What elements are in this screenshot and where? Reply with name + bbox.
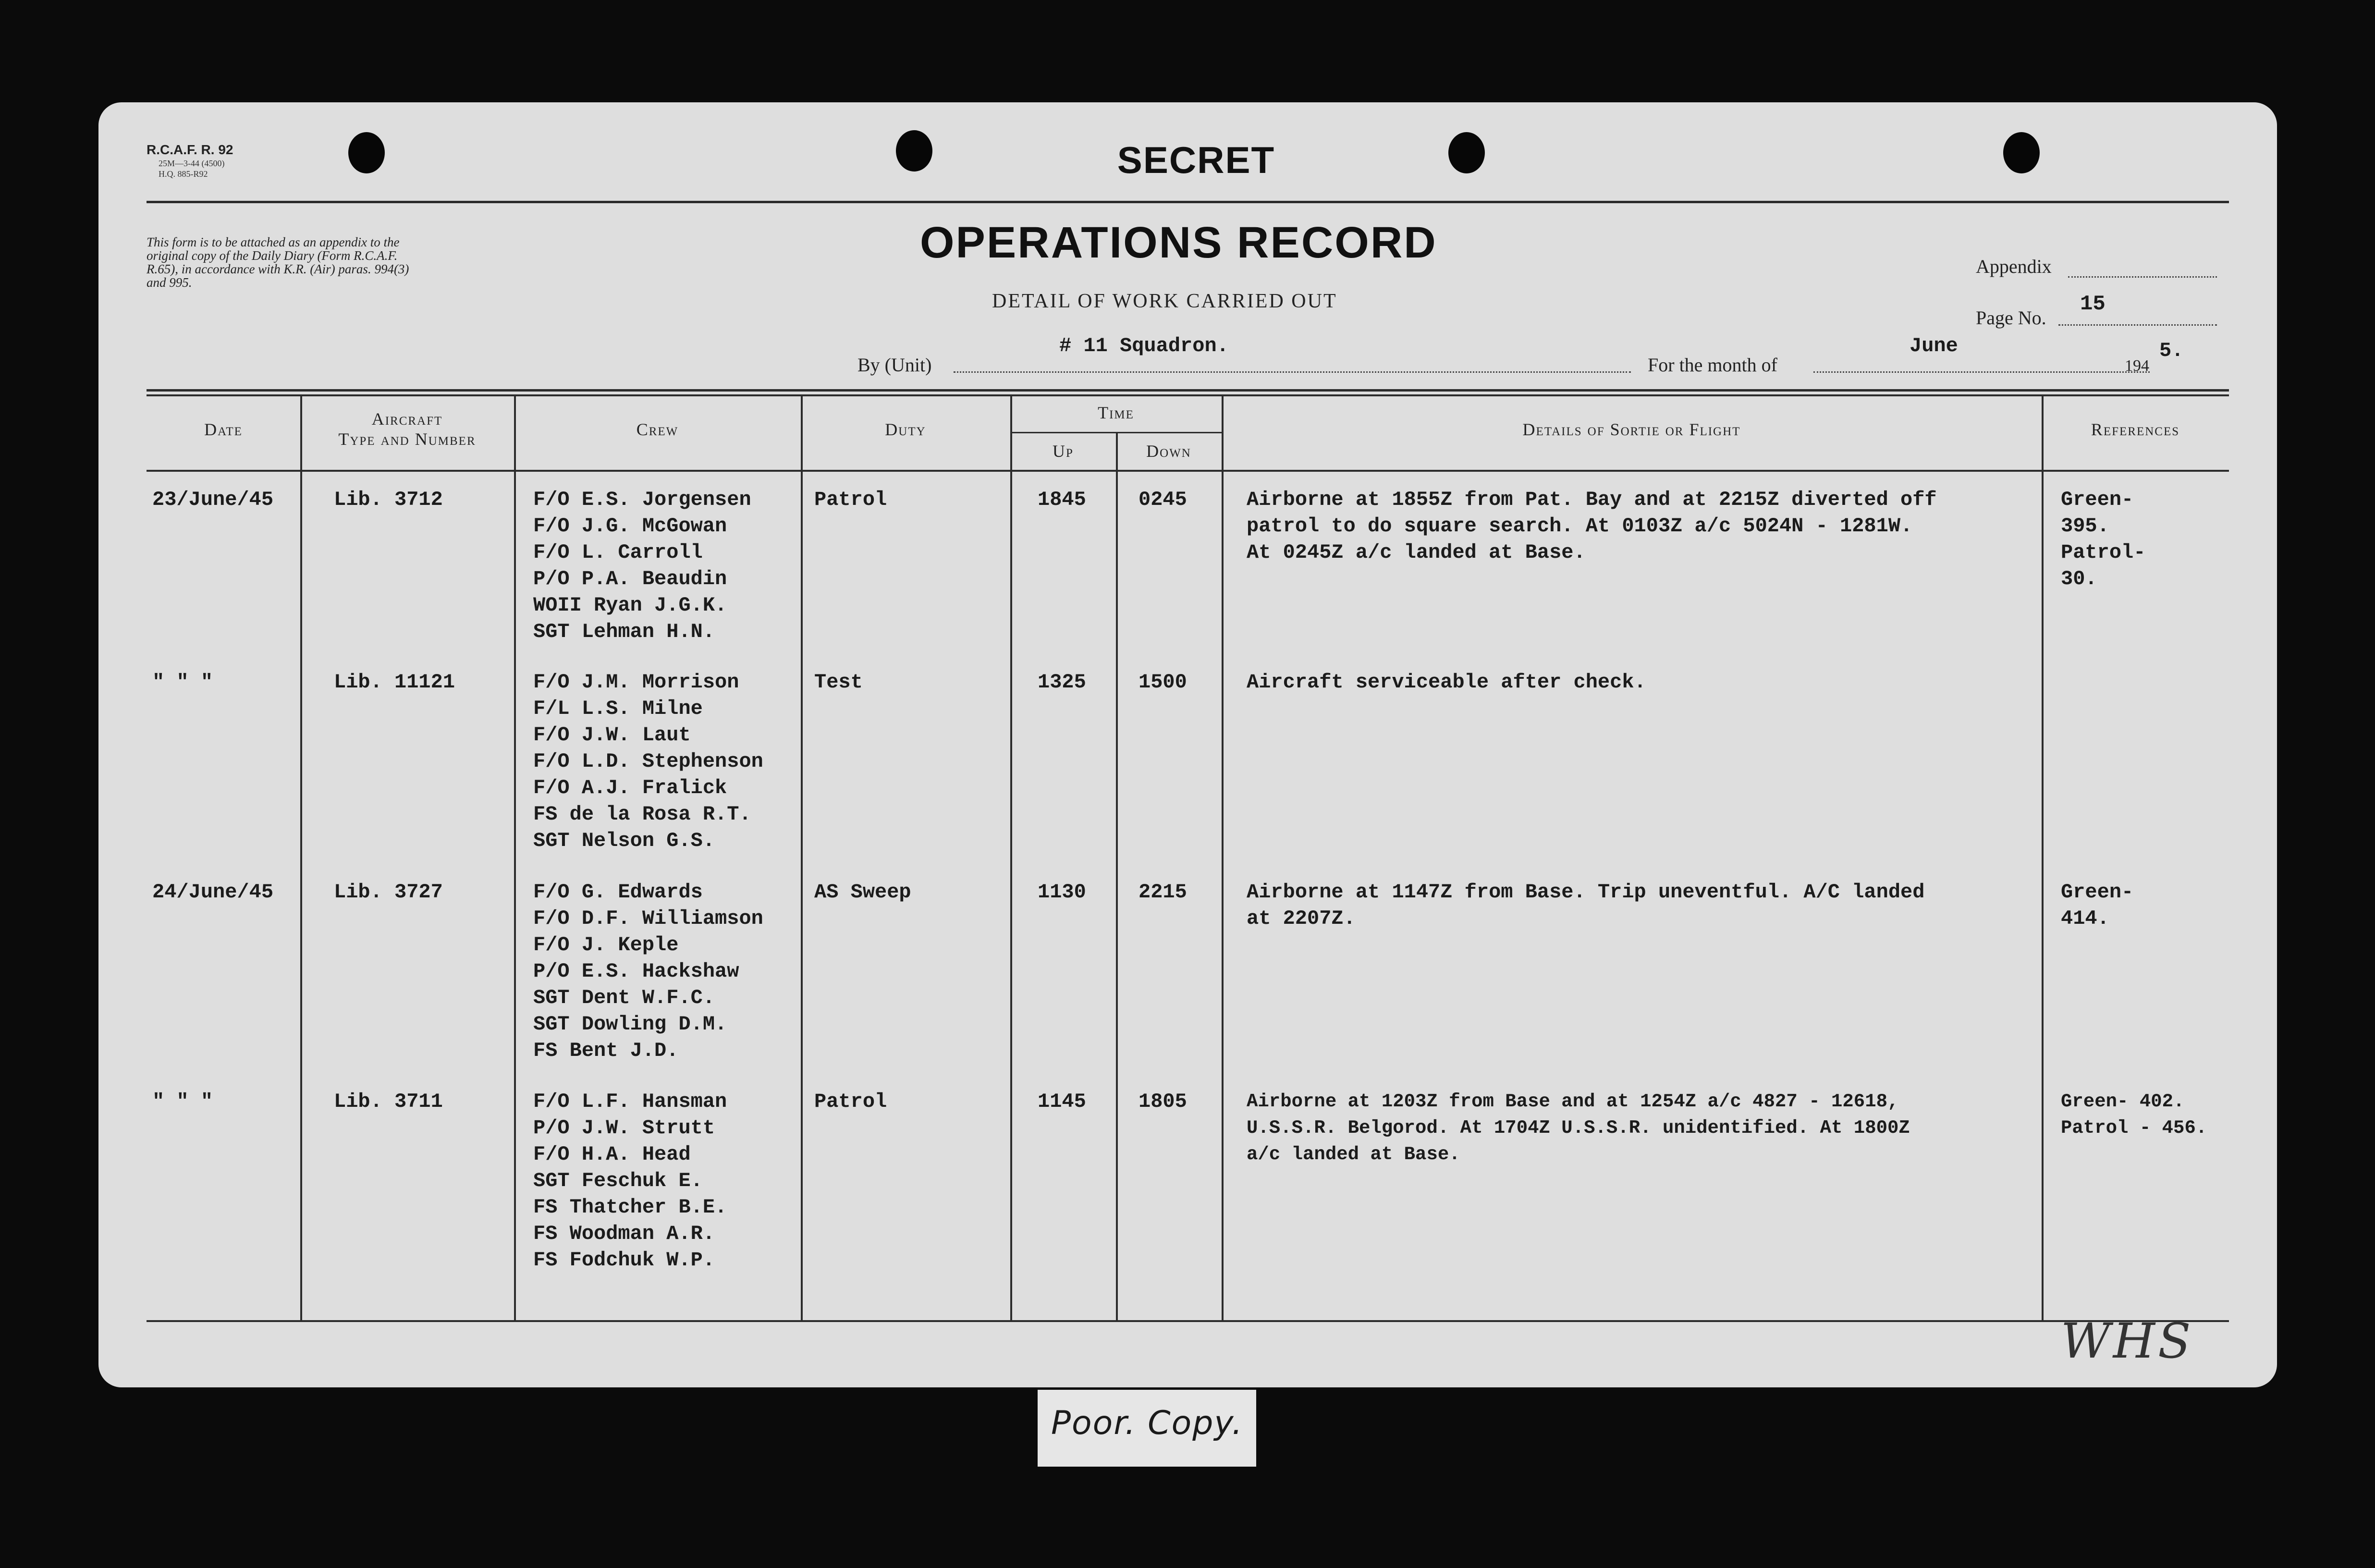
entry-aircraft: Lib. 11121 [334,671,455,694]
col-divider [801,394,803,1320]
entry-aircraft: Lib. 3712 [334,488,443,511]
form-instruction-note: This form is to be attached as an appendix to the original copy of the Daily Diary (Form R.C.A.F. R.65), in accordance with K.R. (Air) paras. 994(3) and 995. [147,235,409,290]
entry-time-down: 0245 [1139,488,1187,511]
entry-crew: F/O E.S. Jorgensen F/O J.G. McGowan F/O L. Carroll P/O P.A. Beaudin WOII Ryan J.G.K. SGT Lehman H.N. [533,488,751,643]
entry-duty: AS Sweep [814,881,911,904]
entry-time-down: 1805 [1139,1090,1187,1113]
col-divider [300,394,302,1320]
year-suffix: 5. [2159,339,2184,362]
header-rule [147,201,2229,203]
col-header-crew: Crew [636,420,679,439]
entry-time-down: 1500 [1139,671,1187,694]
entry-time-up: 1325 [1038,671,1086,694]
col-divider [2042,394,2044,1320]
unit-label: By (Unit) [857,354,932,376]
col-divider [1010,394,1012,1320]
table-top-rule [147,389,2229,392]
entry-crew: F/O L.F. Hansman P/O J.W. Strutt F/O H.A. Head SGT Feschuk E. FS Thatcher B.E. FS Woodman A.R. FS Fodchuk W.P. [533,1090,727,1272]
col-divider [514,394,516,1320]
appendix-field [2068,276,2217,278]
punch-hole [896,130,932,172]
entry-date: " " " [152,1090,213,1113]
form-hq-line: H.Q. 885-R92 [159,169,208,179]
entry-duty: Patrol [814,488,887,511]
col-divider [1222,394,1224,1320]
punch-hole [348,132,385,173]
col-header-date: Date [204,420,243,439]
month-field [1813,371,2150,373]
month-value: June [1910,334,1958,357]
table-top-rule-2 [147,394,2229,396]
page-subtitle: DETAIL OF WORK CARRIED OUT [992,290,1337,312]
entry-duty: Patrol [814,1090,887,1113]
table-header-rule [147,470,2229,472]
entry-date: 23/June/45 [152,488,274,511]
entry-date: 24/June/45 [152,881,274,904]
unit-value: # 11 Squadron. [1059,334,1229,357]
form-number: R.C.A.F. R. 92 [147,142,233,157]
page-title: OPERATIONS RECORD [920,218,1437,267]
poor-copy-stamp [1038,1390,1256,1467]
col-header-up: Up [1053,441,1074,461]
year-prefix: 194 [2125,357,2149,375]
col-header-aircraft-sub: Type and Number [338,429,476,449]
month-label: For the month of [1648,354,1777,376]
entry-details: Aircraft serviceable after check. [1247,671,1646,694]
col-header-references: References [2091,420,2180,439]
entry-details: Airborne at 1203Z from Base and at 1254Z a/c 4827 - 12618, U.S.S.R. Belgorod. At 1704Z U.S.S.R. unidentified. At 1800Z a/c landed at Base. [1247,1091,1910,1165]
handwritten-initials: WHS [2061,1313,2194,1369]
col-header-aircraft: Aircraft [371,409,443,429]
entry-crew: F/O G. Edwards F/O D.F. Williamson F/O J. Keple P/O E.S. Hackshaw SGT Dent W.F.C. SGT Dowling D.M. FS Bent J.D. [533,881,763,1062]
col-header-duty: Duty [885,420,926,439]
page-number-field [2058,324,2217,326]
entry-time-up: 1845 [1038,488,1086,511]
entry-duty: Test [814,671,863,694]
punch-hole [1448,132,1485,173]
entry-details: Airborne at 1147Z from Base. Trip uneventful. A/C landed at 2207Z. [1247,881,1925,930]
col-header-time: Time [1098,403,1134,422]
entry-references: Green- 402. Patrol - 456. [2061,1091,2207,1139]
entry-aircraft: Lib. 3727 [334,881,443,904]
entry-time-up: 1145 [1038,1090,1086,1113]
poor-copy-text: Poor. Copy. [1051,1404,1243,1442]
col-header-down: Down [1146,441,1191,461]
operations-record-form [98,102,2277,1387]
form-print-line: 25M—3-44 (4500) [159,159,225,168]
entry-time-up: 1130 [1038,881,1086,904]
entry-date: " " " [152,671,213,694]
punch-hole [2003,132,2040,173]
page-number-label: Page No. [1976,307,2046,329]
entry-crew: F/O J.M. Morrison F/L L.S. Milne F/O J.W. Laut F/O L.D. Stephenson F/O A.J. Fralick FS de la Rosa R.T. SGT Nelson G.S. [533,671,763,852]
unit-field [954,371,1631,373]
page-number-value: 15 [2080,292,2106,316]
entry-references: Green- 414. [2061,881,2134,930]
appendix-label: Appendix [1976,256,2052,277]
classification-label: SECRET [1117,139,1275,181]
entry-details: Airborne at 1855Z from Pat. Bay and at 2215Z diverted off patrol to do square search. At 0103Z a/c 5024N - 1281W. At 0245Z a/c landed at Base. [1247,488,1937,564]
entry-references: Green- 395. Patrol- 30. [2061,488,2146,590]
table-bottom-rule [147,1320,2229,1322]
entry-time-down: 2215 [1139,881,1187,904]
col-header-details: Details of Sortie or Flight [1522,420,1741,439]
entry-aircraft: Lib. 3711 [334,1090,443,1113]
col-divider [1116,432,1118,1320]
